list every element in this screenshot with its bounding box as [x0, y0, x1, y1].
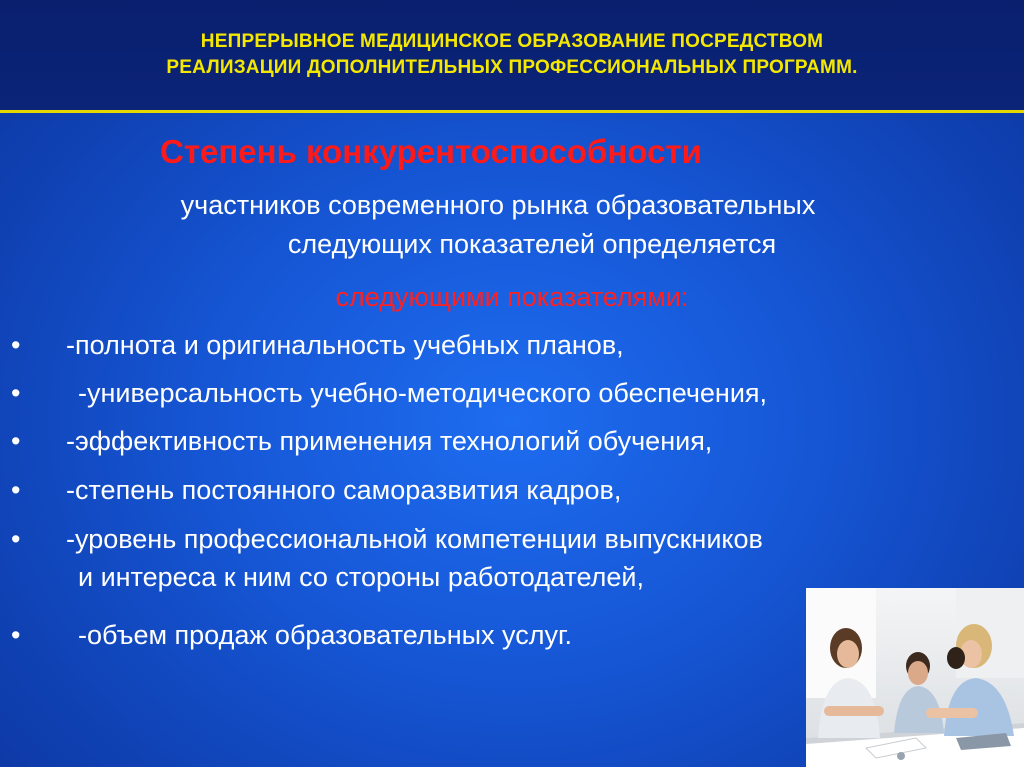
list-item-text: -эффективность применения технологий обучения, [66, 426, 713, 456]
slide-title: Степень конкурентоспособности [160, 133, 702, 170]
bullet-icon: • [11, 330, 21, 360]
list-item [0, 475, 1000, 515]
subtitle-line-2: следующих показателей определяется [287, 229, 777, 259]
list-item-text: -универсальность учебно-методического обеспечения, [78, 378, 768, 408]
meeting-photo-icon [806, 588, 1024, 767]
bullet-icon: • [11, 475, 21, 505]
bullet-icon: • [11, 426, 21, 456]
business-meeting-photo [806, 588, 1024, 767]
slide-header [0, 0, 1024, 113]
list-item [0, 524, 1000, 564]
red-subtitle: следующими показателями: [335, 282, 689, 312]
subtitle-line-1: участников современного рынка образовательных [180, 190, 816, 220]
bullet-icon: • [11, 620, 21, 650]
list-item-text: -уровень профессиональной компетенции выпускников [66, 524, 763, 554]
list-item [0, 330, 1000, 370]
bullet-icon: • [11, 378, 21, 408]
list-item [0, 426, 1000, 466]
list-item-text: -полнота и оригинальность учебных планов, [66, 330, 624, 360]
header-line-1: НЕПРЕРЫВНОЕ МЕДИЦИНСКОЕ ОБРАЗОВАНИЕ ПОСРЕДСТВОМ [200, 31, 824, 52]
list-item-text: и интереса к ним со стороны работодателей, [78, 562, 644, 592]
list-item-text: -объем продаж образовательных услуг. [78, 620, 573, 650]
bullet-icon: • [11, 524, 21, 554]
list-item [0, 378, 1000, 418]
list-item-text: -степень постоянного саморазвития кадров, [66, 475, 622, 505]
header-line-2: РЕАЛИЗАЦИИ ДОПОЛНИТЕЛЬНЫХ ПРОФЕССИОНАЛЬНЫХ ПРОГРАММ. [166, 57, 858, 78]
